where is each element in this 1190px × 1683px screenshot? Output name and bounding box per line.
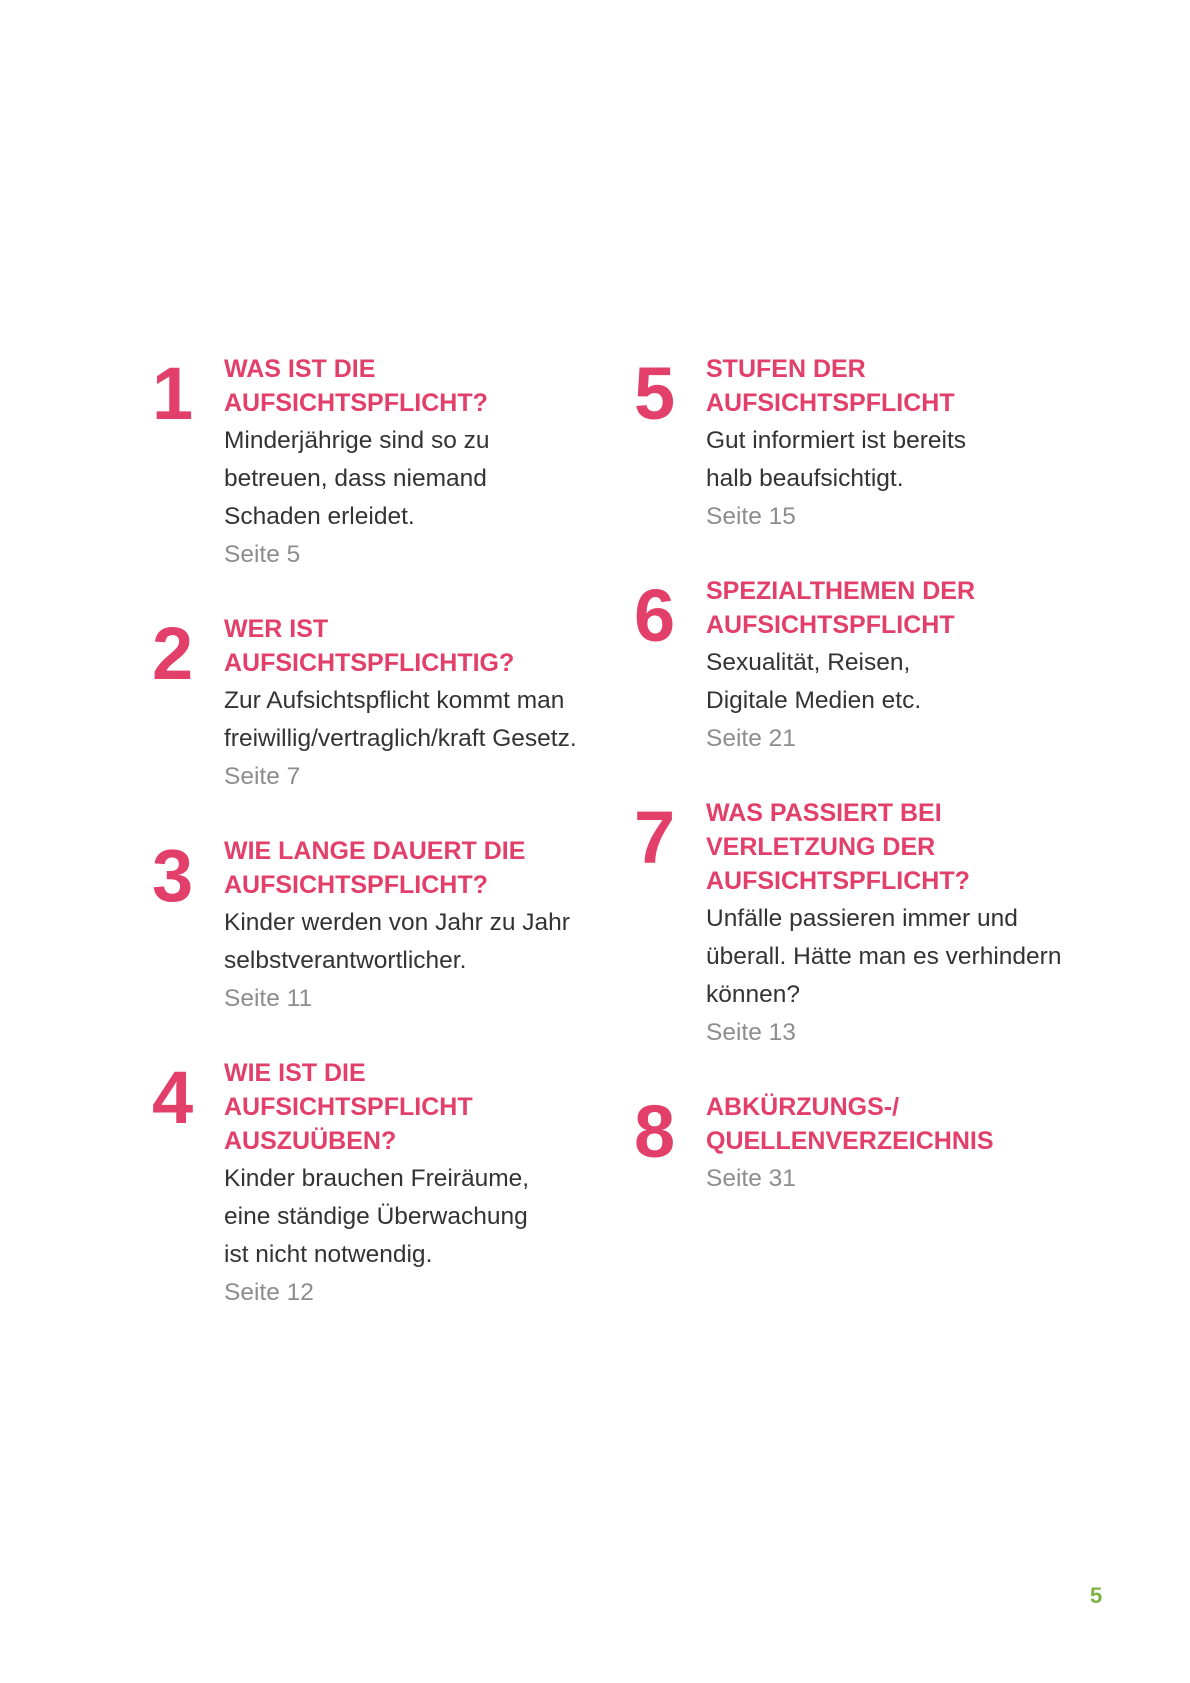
toc-entry-1[interactable] (152, 352, 612, 574)
toc-entry-6[interactable] (634, 574, 1114, 758)
chapter-description: Zur Aufsichtspflicht kommt man freiwillig/vertraglich/kraft Gesetz. (224, 687, 577, 752)
chapter-page-ref: Seite 15 (706, 503, 796, 530)
chapter-number: 8 (634, 1090, 676, 1173)
chapter-description: Gut informiert ist bereits halb beaufsichtigt. (706, 427, 967, 492)
chapter-number: 5 (634, 352, 676, 435)
chapter-title: WAS IST DIE AUFSICHTSPFLICHT? (224, 355, 488, 417)
toc-entry-5[interactable] (634, 352, 1114, 536)
toc-entry-3[interactable] (152, 834, 612, 1018)
chapter-description: Kinder brauchen Freiräume, eine ständige Überwachung ist nicht notwendig. (224, 1165, 530, 1268)
chapter-page-ref: Seite 21 (706, 725, 796, 752)
chapter-page-ref: Seite 5 (224, 541, 301, 568)
chapter-description: Minderjährige sind so zu betreuen, dass niemand Schaden erleidet. (224, 427, 490, 530)
toc-entry-8[interactable] (634, 1090, 1114, 1198)
chapter-description: Sexualität, Reisen, Digitale Medien etc. (706, 649, 922, 714)
toc-column-right (634, 352, 1114, 1198)
toc-entry-7[interactable] (634, 796, 1114, 1052)
chapter-page-ref: Seite 31 (706, 1165, 796, 1192)
chapter-page-ref: Seite 13 (706, 1019, 796, 1046)
chapter-number: 3 (152, 834, 194, 917)
chapter-number: 6 (634, 574, 676, 657)
chapter-title: WIE LANGE DAUERT DIE AUFSICHTSPFLICHT? (224, 837, 526, 899)
page-number: 5 (1090, 1583, 1103, 1608)
toc-column-left (152, 352, 612, 1312)
toc-entry-4[interactable] (152, 1056, 612, 1312)
chapter-title: WER IST AUFSICHTSPFLICHTIG? (224, 615, 515, 677)
chapter-title: WAS PASSIERT BEI VERLETZUNG DER AUFSICHTSPFLICHT? (706, 799, 970, 895)
chapter-title: STUFEN DER AUFSICHTSPFLICHT (706, 355, 955, 417)
chapter-page-ref: Seite 11 (224, 985, 313, 1012)
chapter-title: WIE IST DIE AUFSICHTSPFLICHT AUSZUÜBEN? (224, 1059, 473, 1155)
chapter-page-ref: Seite 7 (224, 763, 301, 790)
chapter-page-ref: Seite 12 (224, 1279, 314, 1306)
chapter-title: ABKÜRZUNGS-/ QUELLENVERZEICHNIS (706, 1093, 994, 1155)
chapter-number: 2 (152, 612, 194, 695)
chapter-number: 1 (152, 352, 194, 435)
chapter-number: 4 (152, 1056, 194, 1139)
toc-entry-2[interactable] (152, 612, 612, 796)
chapter-number: 7 (634, 796, 676, 879)
chapter-description: Unfälle passieren immer und überall. Hätte man es verhindern können? (706, 905, 1062, 1008)
chapter-title: SPEZIALTHEMEN DER AUFSICHTSPFLICHT (706, 577, 975, 639)
chapter-description: Kinder werden von Jahr zu Jahr selbstverantwortlicher. (224, 909, 570, 974)
